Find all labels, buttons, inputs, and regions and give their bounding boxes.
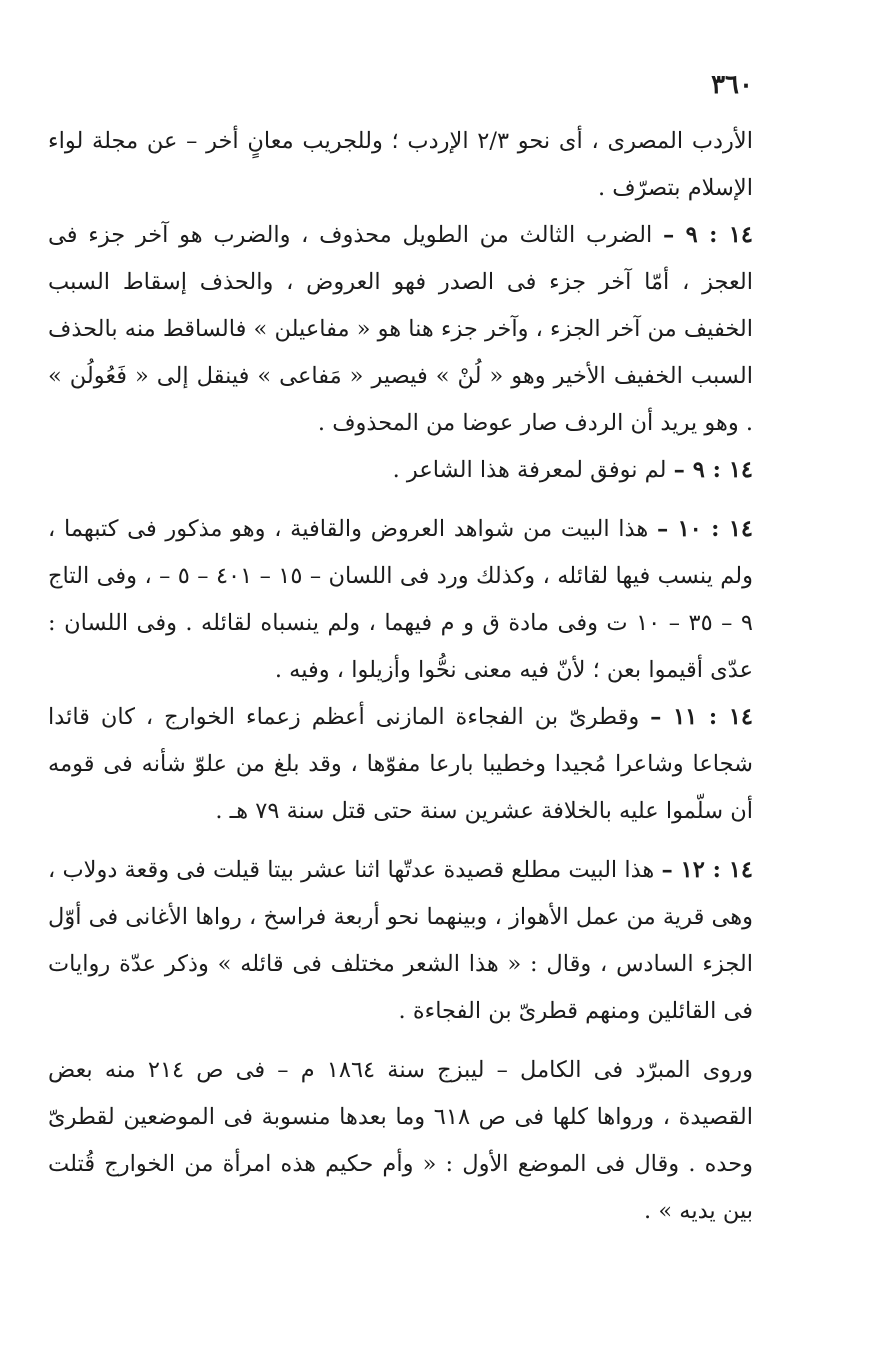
- paragraph: [48, 118, 753, 212]
- note-text: الضرب الثالث من الطويل محذوف ، والضرب هو آخر جزء فى العجز ، أمّا آخر جزء فى الصدر فهو العروض ، والحذف إسقاط السبب الخفيف من آخر الجزء ، وآخر جزء هنا هو « مفاعيلن » فالساقط منه بالحذف السبب الخفيف الأخير وهو « لُنْ » فيصير « مَفاعى » فينقل إلى « فَعُولُن » . وهو يريد أن الردف صار عوضا من المحذوف .: [48, 222, 753, 436]
- note-reference: ١٤ : ٩ –: [673, 457, 753, 483]
- page-body: [48, 118, 753, 1247]
- note-paragraph: [48, 447, 753, 494]
- note-reference: ١٤ : ١١ –: [650, 704, 753, 730]
- paragraph-text: وروى المبرّد فى الكامل – ليبزج سنة ١٨٦٤ م – فى ص ٢١٤ منه بعض القصيدة ، ورواها كلها فى ص ٦١٨ وما بعدها منسوبة فى الموضعين لقطرىّ وحده . وقال فى الموضع الأول : « وأم حكيم هذه امرأة من الخوارج قُتلت بين يديه » .: [48, 1057, 754, 1224]
- note-text: لم نوفق لمعرفة هذا الشاعر .: [392, 457, 667, 483]
- note-reference: ١٤ : ١٠ –: [656, 516, 753, 542]
- page-number: ٣٦٠: [711, 70, 753, 100]
- paragraph-text: الأردب المصرى ، أى نحو ٢/٣ الإردب ؛ وللجريب معانٍ أخر – عن مجلة لواء الإسلام بتصرّف .: [48, 128, 753, 201]
- note-reference: ١٤ : ١٢ –: [661, 857, 753, 883]
- note-paragraph: [48, 694, 753, 835]
- note-reference: ١٤ : ٩ –: [662, 222, 753, 248]
- note-paragraph: [48, 212, 753, 447]
- note-text: هذا البيت من شواهد العروض والقافية ، وهو مذكور فى كتبهما ، ولم ينسب فيها لقائله ، وكذلك ورد فى اللسان – ١٥ – ٤٠١ – ٥ – ، وفى التاج ٩ – ٣٥ – ١٠ ت وفى مادة ق و م فيهما ، ولم ينسباه لقائله . وفى اللسان : عدّى أقيموا بعن ؛ لأنّ فيه معنى نحُّوا وأزيلوا ، وفيه .: [48, 516, 753, 683]
- note-text: هذا البيت مطلع قصيدة عدتّها اثنا عشر بيتا قيلت فى وقعة دولاب ، وهى قرية من عمل الأهواز ، وبينهما نحو أربعة فراسخ ، رواها الأغانى فى أوّل الجزء السادس ، وقال : « هذا الشعر مختلف فى قائله » وذكر عدّة روايات فى القائلين ومنهم قطرىّ بن الفجاءة .: [48, 857, 753, 1024]
- paragraph: [48, 1047, 753, 1235]
- note-text: وقطرىّ بن الفجاءة المازنى أعظم زعماء الخوارج ، كان قائدا شجاعا وشاعرا مُجيدا وخطيبا بارعا مفوّها ، وقد بلغ من علوّ شأنه فى قومه أن سلّموا عليه بالخلافة عشرين سنة حتى قتل سنة ٧٩ هـ .: [48, 704, 753, 824]
- note-paragraph: [48, 847, 753, 1035]
- note-paragraph: [48, 506, 753, 694]
